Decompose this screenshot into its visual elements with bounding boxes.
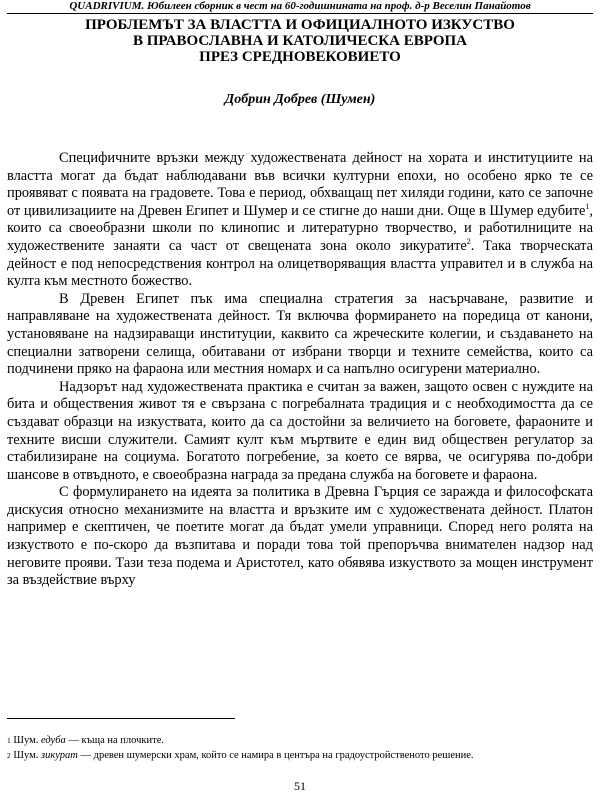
footnote-text: — древен шумерски храм, който се намира в центъра на градоустройственото решение. — [80, 749, 474, 761]
paragraph-text: . Така творческата дейност е под непосредствения контрол на олицетворяващия властта управител и в служба на култа към местното божество. — [7, 237, 593, 290]
footnote-prefix: Шум. — [13, 735, 39, 746]
article-body — [7, 150, 593, 590]
paragraph-2: В Древен Египет пък има специална стратегия за насърчаване, развитие и направляване на художествената дейност. Тя включва формирането на поредица от канони, установяване на надзираващи институции, каквито са жреческите колегии, и създаването на специални затворени селища, обитавани от избрани творци и техните семейства, които са подчинени пряко на фараона или местния номарх и са напълно осигурени материално. — [7, 290, 593, 378]
title-line: ПРЕЗ СРЕДНОВЕКОВИЕТО — [199, 49, 401, 65]
footnote-mark: 2 — [7, 750, 11, 760]
title-line: В ПРАВОСЛАВНА И КАТОЛИЧЕСКА ЕВРОПА — [132, 33, 467, 49]
footnote-term: едуба — [40, 735, 66, 746]
paragraph-1 — [7, 150, 593, 291]
footnotes — [7, 735, 593, 764]
header-rule — [7, 13, 593, 14]
article-title — [0, 17, 600, 65]
paragraph-text: Специфичните връзки между художествената дейност на хората и институциите на властта могат да бъдат наблюдавани във всички културни епохи, но особено ярко те се проявяват с появата на градовете. Това е период, обхващащ пет хиляди години, като се започне от цивилизациите на Древен Египет и Шумер и се стигне до наши дни. Още в Шумер едубите — [7, 150, 593, 219]
author-name: Добрин Добрев (Шумен) — [224, 92, 376, 107]
running-header: QUADRIVIUM. Юбилеен сборник в чест на 60-годишнината на проф. д-р Веселин Панайотов — [69, 0, 531, 12]
footnote-reference[interactable]: 2 — [466, 237, 471, 247]
footnote — [7, 735, 593, 748]
footnote-reference[interactable]: 1 — [585, 201, 590, 211]
footnote-text: — къща на плочките. — [68, 735, 165, 746]
title-line: ПРОБЛЕМЪТ ЗА ВЛАСТТА И ОФИЦИАЛНОТО ИЗКУСТВО — [85, 17, 515, 33]
paragraph-text: , които са своеобразни школи по клинопис и литературно творчество, и работилниците на художествените занаяти са част от свещената зона около зикуратите — [7, 202, 593, 254]
paragraph-4: С формулирането на идеята за политика в Древна Гърция се заражда и философската дискусия относно механизмите на властта и връзките им с художествената дейност. Платон например е скептичен, че поетите могат да бъдат умели управници. Според него ролята на изкуството е по-скоро да възпитава и поради това той препоръчва внимателен надзор над неговите прояви. Тази теза подема и Аристотел, като обявява изкуството за мощен инструмент за въздействие върху — [7, 484, 593, 589]
paragraph-3: Надзорът над художествената практика е считан за важен, защото освен с нуждите на бита и обществения живот тя е свързана с погребалната традиция и с необходимостта да се създават образци на изкуствата, които да са достойни за величието на боговете, фараоните и техните висши служители. Самият култ към мъртвите е един вид обществен регулатор за стабилизиране на социума. Богатото погребение, за което се вярва, че осигурява по-добри шансове в отвъдното, е своеобразна награда за предана служба на боговете и фараона. — [7, 378, 593, 483]
page-number: 51 — [294, 779, 306, 793]
footnote-term: зикурат — [40, 749, 78, 761]
footnote-separator — [7, 718, 235, 719]
footnote — [7, 750, 593, 763]
footnote-mark: 1 — [7, 736, 11, 745]
footnote-prefix: Шум. — [13, 749, 39, 761]
